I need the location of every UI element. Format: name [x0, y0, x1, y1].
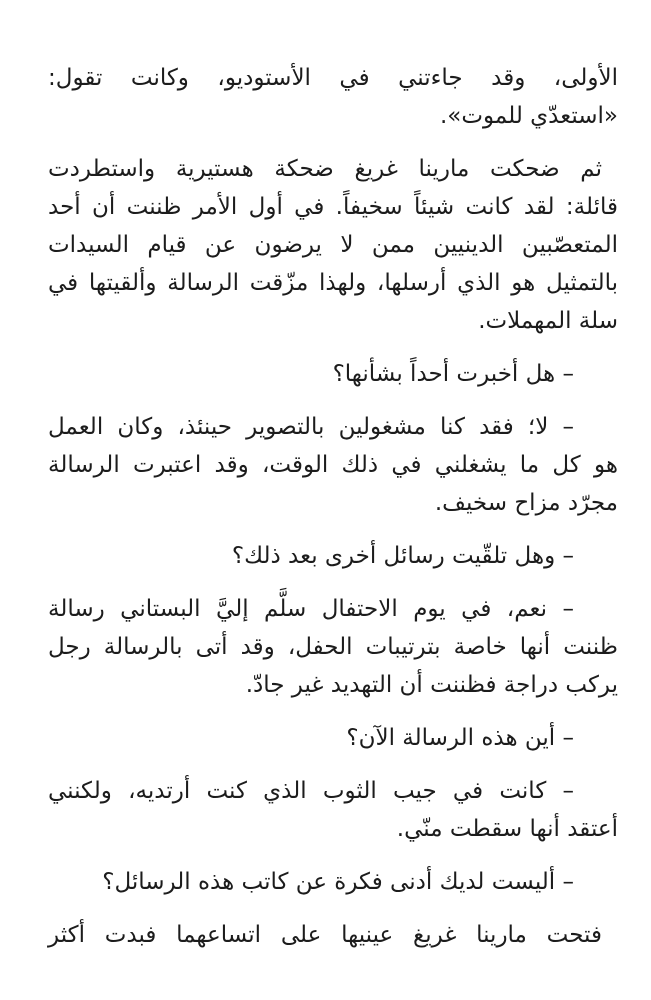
text-line: – لا؛ فقد كنا مشغولين بالتصوير حينئذ، وكان العمل [48, 414, 574, 440]
paragraph-dialogue [48, 772, 618, 848]
text-line: أعتقد أنها سقطت منّي. [396, 816, 618, 842]
text-line: – أليست لديك أدنى فكرة عن كاتب هذه الرسائل؟ [102, 869, 574, 895]
text-line: قائلة: لقد كانت شيئاً سخيفاً. في أول الأمر ظننت أن أحد [48, 194, 618, 220]
paragraph-dialogue [48, 408, 618, 522]
paragraph-dialogue [48, 537, 618, 575]
text-line: مجرّد مزاح سخيف. [434, 490, 618, 516]
text-line: سلة المهملات. [478, 308, 618, 334]
text-line: بالتمثيل هو الذي أرسلها، ولهذا مزّقت الرسالة وألقيتها في [48, 270, 618, 296]
text-line: – وهل تلقّيت رسائل أخرى بعد ذلك؟ [231, 543, 574, 569]
text-line: هو كل ما يشغلني في ذلك الوقت، وقد اعتبرت الرسالة [48, 452, 618, 478]
text-line: «استعدّي للموت». [440, 103, 618, 129]
paragraph-narration [48, 916, 618, 954]
text-line: – هل أخبرت أحداً بشأنها؟ [332, 361, 574, 387]
text-line: الأولى، وقد جاءتني في الأستوديو، وكانت تقول: [48, 65, 618, 91]
text-line: – كانت في جيب الثوب الذي كنت أرتديه، ولكنني [48, 778, 574, 804]
text-line: ظننت أنها خاصة بترتيبات الحفل، وقد أتى بالرسالة رجل [48, 634, 618, 660]
text-line: المتعصّبين الدينيين ممن لا يرضون عن قيام السيدات [48, 232, 618, 258]
text-line: – نعم، في يوم الاحتفال سلَّم إليَّ البستاني رسالة [48, 596, 574, 622]
paragraph-dialogue [48, 863, 618, 901]
paragraph-dialogue [48, 355, 618, 393]
text-line: فتحت مارينا غريغ عينيها على اتساعهما فبدت أكثر [48, 922, 602, 948]
paragraph-narration-continued [48, 59, 618, 135]
paragraph-dialogue [48, 590, 618, 704]
text-line: – أين هذه الرسالة الآن؟ [346, 725, 574, 751]
text-line: ثم ضحكت مارينا غريغ ضحكة هستيرية واستطردت [48, 156, 602, 182]
text-line: يركب دراجة فظننت أن التهديد غير جادّ. [245, 672, 618, 698]
paragraph-narration [48, 150, 618, 340]
paragraph-dialogue [48, 719, 618, 757]
